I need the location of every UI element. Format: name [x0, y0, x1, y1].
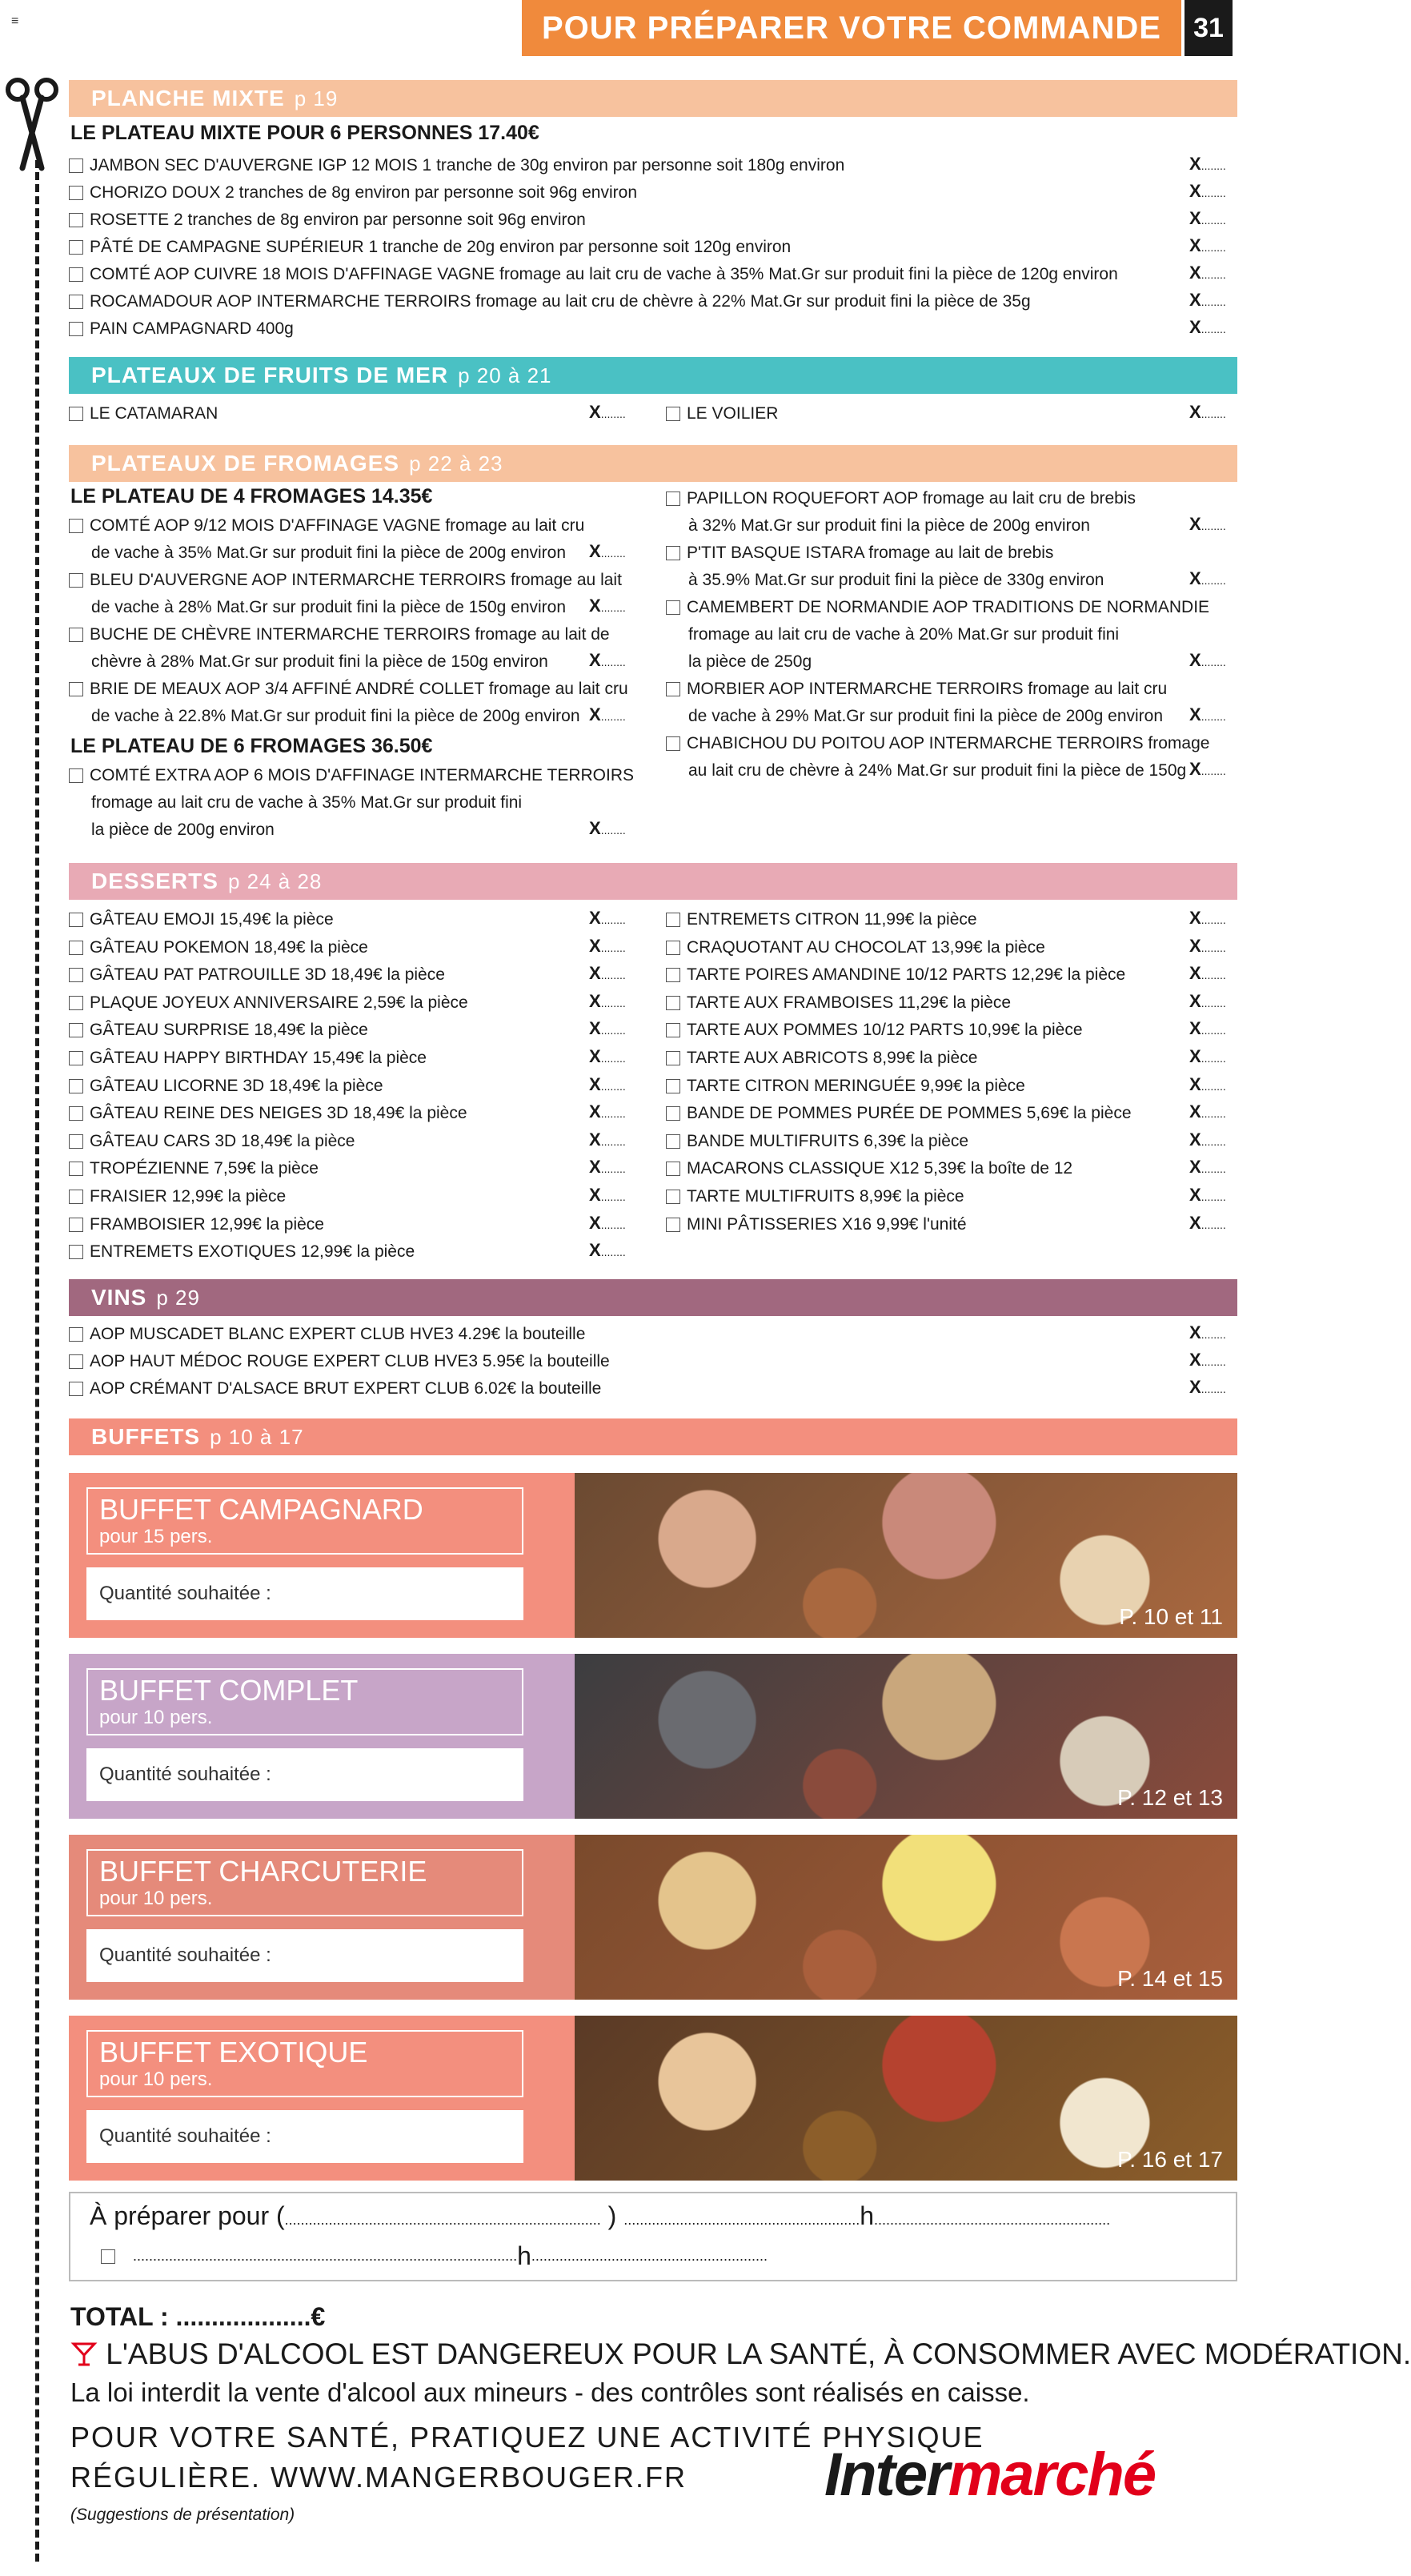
order-item[interactable]: [666, 989, 1011, 1017]
item-label: BANDE DE POMMES PURÉE DE POMMES 5,69€ la pièce: [687, 1104, 1132, 1123]
item-label: GÂTEAU EMOJI 15,49€ la pièce: [90, 910, 334, 929]
item-label: CRAQUOTANT AU CHOCOLAT 13,99€ la pièce: [687, 937, 1045, 957]
item-line: [69, 703, 628, 730]
order-item[interactable]: [666, 934, 1045, 961]
alcohol-warning-text: L'ABUS D'ALCOOL EST DANGEREUX POUR LA SANTÉ, À CONSOMMER AVEC MODÉRATION.: [106, 2337, 1411, 2370]
quantity-field[interactable]: X ........: [1189, 650, 1226, 671]
checkbox[interactable]: [69, 1023, 83, 1037]
checkbox[interactable]: [69, 1162, 83, 1176]
checkbox[interactable]: [666, 1162, 680, 1176]
item-text: au lait cru de chèvre à 24% Mat.Gr sur produit fini la pièce de 150g: [688, 761, 1187, 780]
item-line: [666, 730, 1209, 757]
checkbox[interactable]: [69, 628, 83, 642]
item-label: JAMBON SEC D'AUVERGNE IGP 12 MOIS 1 tranche de 30g environ par personne soit 180g environ: [90, 156, 845, 175]
item-label: FRAISIER 12,99€ la pièce: [90, 1187, 287, 1206]
prepare-name-field[interactable]: ...............................................................................: [284, 2212, 601, 2228]
section-pages: p 24 à 28: [227, 869, 323, 893]
order-item[interactable]: [69, 1211, 324, 1238]
item-line: [666, 648, 1209, 676]
order-item[interactable]: [69, 676, 628, 730]
item-line: [666, 567, 1104, 594]
order-item[interactable]: [69, 1375, 601, 1402]
order-item[interactable]: [666, 961, 1125, 989]
order-item[interactable]: [69, 234, 791, 261]
quantity-field[interactable]: X ........: [1189, 759, 1226, 780]
quantity-field[interactable]: X ........: [1189, 963, 1226, 984]
buffet-name: BUFFET COMPLET: [99, 1674, 359, 1707]
item-line: [666, 512, 1136, 540]
item-line: [69, 789, 634, 817]
buffet-title-box: [86, 1668, 523, 1735]
checkbox[interactable]: [69, 519, 83, 533]
order-item[interactable]: [69, 621, 610, 676]
buffet-photo: [575, 1835, 1237, 2000]
item-line: [666, 594, 1209, 621]
checkbox[interactable]: [666, 996, 680, 1010]
order-item[interactable]: [666, 1211, 967, 1238]
quantity-field[interactable]: X ........: [1189, 181, 1226, 202]
item-line: [69, 648, 610, 676]
buffet-persons: pour 15 pers.: [99, 1526, 213, 1547]
quantity-field[interactable]: X ........: [589, 963, 626, 984]
section-pages: p 10 à 17: [210, 1424, 304, 1449]
item-line: [666, 621, 1209, 648]
item-label: GÂTEAU HAPPY BIRTHDAY 15,49€ la pièce: [90, 1049, 427, 1067]
section-desserts: [69, 863, 1237, 900]
item-label: AOP MUSCADET BLANC EXPERT CLUB HVE3 4.29€ la bouteille: [90, 1325, 586, 1343]
checkbox[interactable]: [69, 996, 83, 1010]
checkbox[interactable]: [69, 1106, 83, 1121]
item-text: BUCHE DE CHÈVRE INTERMARCHE TERROIRS fromage au lait de: [90, 625, 610, 644]
checkbox[interactable]: [666, 913, 680, 927]
section-planche-mixte: [69, 80, 1237, 117]
section-title: VINS: [91, 1285, 147, 1310]
item-label: GÂTEAU SURPRISE 18,49€ la pièce: [90, 1021, 368, 1040]
checkbox[interactable]: [69, 968, 83, 982]
item-text: PAPILLON ROQUEFORT AOP fromage au lait cru de brebis: [687, 489, 1136, 508]
order-item[interactable]: [666, 676, 1167, 730]
checkbox[interactable]: [69, 1354, 83, 1369]
buffet-name: BUFFET CAMPAGNARD: [99, 1493, 423, 1526]
buffet-quantity-input[interactable]: Quantité souhaitée :: [86, 1567, 523, 1620]
order-item[interactable]: [69, 1321, 585, 1348]
item-text: BLEU D'AUVERGNE AOP INTERMARCHE TERROIRS fromage au lait: [90, 571, 622, 589]
checkbox[interactable]: [666, 1134, 680, 1149]
quantity-field[interactable]: X ........: [1189, 1157, 1226, 1178]
buffet-persons: pour 10 pers.: [99, 1888, 213, 1909]
order-item[interactable]: [666, 1128, 968, 1155]
quantity-field[interactable]: X ........: [589, 1185, 626, 1206]
quantity-field[interactable]: X ........: [589, 936, 626, 957]
page-number: 31: [1185, 0, 1233, 56]
quantity-field[interactable]: X ........: [589, 1240, 626, 1261]
item-label: PAIN CAMPAGNARD 400g: [90, 319, 294, 338]
checkbox[interactable]: [69, 158, 83, 173]
quantity-field[interactable]: X ........: [1189, 1018, 1226, 1039]
quantity-field[interactable]: X ........: [1189, 290, 1226, 311]
order-item[interactable]: [69, 512, 584, 567]
order-item[interactable]: [666, 906, 977, 933]
logo-part2: marché: [948, 2441, 1156, 2509]
quantity-field[interactable]: X ........: [589, 704, 626, 725]
buffet-persons: pour 10 pers.: [99, 2068, 213, 2090]
order-item[interactable]: [69, 989, 468, 1017]
item-line: [69, 540, 584, 567]
checkbox[interactable]: [666, 736, 680, 751]
checkbox[interactable]: [666, 968, 680, 982]
quantity-field[interactable]: X ........: [589, 1130, 626, 1150]
section-pages: p 29: [156, 1285, 200, 1310]
quantity-field[interactable]: X ........: [589, 1101, 626, 1122]
prepare-hour-field-2[interactable]: ...........................................................: [531, 2248, 768, 2264]
item-label: AOP CRÉMANT D'ALSACE BRUT EXPERT CLUB 6.02€ la bouteille: [90, 1379, 602, 1398]
order-item[interactable]: [666, 1073, 1025, 1100]
fromages-subtitle-6: LE PLATEAU DE 6 FROMAGES 36.50€: [70, 735, 433, 757]
quantity-field[interactable]: X ........: [589, 596, 626, 616]
section-title: DESSERTS: [91, 869, 218, 893]
checkbox[interactable]: [666, 682, 680, 696]
law-warning: La loi interdit la vente d'alcool aux mineurs - des contrôles sont réalisés en caisse.: [70, 2377, 1030, 2407]
health-message-line1: POUR VOTRE SANTÉ, PRATIQUEZ UNE ACTIVITÉ PHYSIQUE: [70, 2421, 984, 2454]
order-item[interactable]: [69, 1017, 368, 1044]
checkbox[interactable]: [69, 322, 83, 336]
buffet-card: [69, 2016, 1237, 2181]
item-text: COMTÉ AOP 9/12 MOIS D'AFFINAGE VAGNE fromage au lait cru: [90, 516, 585, 535]
section-pages: p 19: [294, 86, 339, 110]
page-title: POUR PRÉPARER VOTRE COMMANDE: [522, 0, 1181, 56]
item-label: TARTE AUX FRAMBOISES 11,29€ la pièce: [687, 993, 1011, 1012]
buffet-quantity-input[interactable]: Quantité souhaitée :: [86, 2110, 523, 2163]
order-item[interactable]: [69, 1128, 355, 1155]
item-label: TARTE AUX ABRICOTS 8,99€ la pièce: [687, 1049, 978, 1067]
intermarche-logo: [824, 2440, 1155, 2510]
checkbox[interactable]: [69, 1190, 83, 1204]
item-label: MINI PÂTISSERIES X16 9,99€ l'unité: [687, 1214, 967, 1234]
cut-line: [35, 160, 39, 2562]
item-label: TARTE AUX POMMES 10/12 PARTS 10,99€ la pièce: [687, 1021, 1083, 1040]
checkbox[interactable]: [69, 1218, 83, 1232]
order-item[interactable]: [69, 261, 1118, 288]
item-label: MACARONS CLASSIQUE X12 5,39€ la boîte de 12: [687, 1159, 1073, 1178]
item-label: LE CATAMARAN: [90, 404, 218, 423]
item-label: GÂTEAU LICORNE 3D 18,49€ la pièce: [90, 1076, 383, 1095]
page-reference: P. 10 et 11: [1119, 1604, 1223, 1629]
checkbox[interactable]: [69, 1051, 83, 1065]
buffet-card: [69, 1473, 1237, 1638]
order-item[interactable]: [69, 762, 634, 844]
item-text: la pièce de 250g: [688, 652, 812, 671]
item-text: la pièce de 200g environ: [91, 821, 275, 839]
order-item[interactable]: [69, 1238, 415, 1266]
quantity-field[interactable]: X ........: [589, 818, 626, 839]
item-text: chèvre à 28% Mat.Gr sur produit fini la pièce de 150g environ: [91, 652, 548, 671]
quantity-field[interactable]: X ........: [1189, 317, 1226, 338]
total-field[interactable]: TOTAL : ...................€: [70, 2302, 326, 2331]
order-item[interactable]: [69, 1183, 286, 1210]
order-item[interactable]: [69, 179, 637, 207]
item-text: de vache à 22.8% Mat.Gr sur produit fini la pièce de 200g environ: [91, 707, 580, 725]
quantity-field[interactable]: X ........: [589, 1018, 626, 1039]
order-item[interactable]: [69, 906, 334, 933]
order-item[interactable]: [69, 1073, 383, 1100]
checkbox[interactable]: [69, 941, 83, 955]
quantity-field[interactable]: X ........: [1189, 1213, 1226, 1234]
buffet-title-box: [86, 1487, 523, 1555]
prepare-close: ): [607, 2201, 617, 2230]
checkbox[interactable]: [666, 600, 680, 615]
checkbox[interactable]: [69, 1245, 83, 1259]
order-item[interactable]: [666, 540, 1104, 594]
quantity-field[interactable]: X ........: [589, 1157, 626, 1178]
order-item[interactable]: [666, 1155, 1072, 1182]
quantity-field[interactable]: X ........: [1189, 208, 1226, 229]
order-item[interactable]: [69, 934, 368, 961]
checkbox[interactable]: [666, 1190, 680, 1204]
buffet-persons: pour 10 pers.: [99, 1707, 213, 1728]
item-label: GÂTEAU PAT PATROUILLE 3D 18,49€ la pièce: [90, 965, 445, 985]
checkbox[interactable]: [69, 186, 83, 200]
checkbox[interactable]: [666, 941, 680, 955]
item-line: [666, 540, 1104, 567]
prepare-hour-label: h: [860, 2201, 875, 2230]
checkbox[interactable]: [69, 1327, 83, 1342]
item-line: [69, 762, 634, 789]
item-label: COMTÉ AOP CUIVRE 18 MOIS D'AFFINAGE VAGNE fromage au lait cru de vache à 35% Mat.Gr sur produit fini la pièce de 120g environ: [90, 265, 1118, 283]
item-label: ENTREMETS CITRON 11,99€ la pièce: [687, 910, 977, 929]
checkbox[interactable]: [101, 2249, 115, 2264]
order-item[interactable]: [69, 400, 218, 427]
prepare-hour-field[interactable]: ...........................................................: [874, 2212, 1111, 2228]
quantity-field[interactable]: X ........: [1189, 936, 1226, 957]
item-line: [666, 703, 1167, 730]
item-text: de vache à 35% Mat.Gr sur produit fini la pièce de 200g environ: [91, 544, 567, 562]
buffet-quantity-input[interactable]: Quantité souhaitée :: [86, 1929, 523, 1982]
prepare-label: À préparer pour (: [90, 2201, 285, 2230]
logo-part1: Inter: [824, 2441, 948, 2509]
quantity-field[interactable]: X ........: [1189, 514, 1226, 535]
item-text: CHABICHOU DU POITOU AOP INTERMARCHE TERROIRS fromage: [687, 734, 1210, 752]
quantity-field[interactable]: X ........: [589, 1074, 626, 1095]
quantity-field[interactable]: X ........: [589, 402, 626, 423]
checkbox[interactable]: [666, 1079, 680, 1093]
checkbox[interactable]: [666, 1051, 680, 1065]
checkbox[interactable]: [69, 407, 83, 421]
checkbox[interactable]: [69, 240, 83, 255]
item-line: [69, 817, 634, 844]
buffet-card: [69, 1835, 1237, 2000]
buffet-photo: [575, 1654, 1237, 1819]
order-item[interactable]: [69, 288, 1031, 315]
quantity-field[interactable]: X ........: [1189, 1074, 1226, 1095]
order-item[interactable]: [69, 961, 445, 989]
item-label: GÂTEAU REINE DES NEIGES 3D 18,49€ la pièce: [90, 1104, 467, 1123]
buffet-photo: [575, 1473, 1237, 1638]
section-fromages: [69, 445, 1237, 482]
item-line: [69, 621, 610, 648]
item-text: fromage au lait cru de vache à 35% Mat.Gr sur produit fini: [91, 793, 523, 812]
quantity-field[interactable]: X ........: [1189, 1377, 1226, 1398]
order-item[interactable]: [666, 1183, 964, 1210]
order-item[interactable]: [666, 1017, 1083, 1044]
quantity-field[interactable]: X ........: [1189, 991, 1226, 1012]
quantity-field[interactable]: X ........: [1189, 1130, 1226, 1150]
fromages-subtitle-4: LE PLATEAU DE 4 FROMAGES 14.35€: [70, 485, 433, 508]
order-item[interactable]: [666, 1045, 977, 1072]
quantity-field[interactable]: X ........: [589, 541, 626, 562]
section-title: PLANCHE MIXTE: [91, 86, 285, 110]
item-label: CHORIZO DOUX 2 tranches de 8g environ par personne soit 96g environ: [90, 183, 638, 202]
checkbox[interactable]: [666, 407, 680, 421]
quantity-field[interactable]: X ........: [589, 991, 626, 1012]
item-text: à 32% Mat.Gr sur produit fini la pièce de 200g environ: [688, 516, 1090, 535]
page-reference: P. 16 et 17: [1117, 2147, 1223, 2172]
section-fruits-de-mer: [69, 357, 1237, 394]
section-pages: p 22 à 23: [409, 451, 503, 475]
order-item[interactable]: [666, 400, 778, 427]
prepare-field-2[interactable]: ................................................................................................: [133, 2248, 518, 2264]
item-label: TROPÉZIENNE 7,59€ la pièce: [90, 1159, 319, 1178]
quantity-field[interactable]: X ........: [589, 908, 626, 929]
prepare-hour-label: h: [517, 2241, 531, 2270]
buffet-name: BUFFET EXOTIQUE: [99, 2036, 368, 2068]
item-label: ROCAMADOUR AOP INTERMARCHE TERROIRS fromage au lait cru de chèvre à 22% Mat.Gr sur produit fini la pièce de 35g: [90, 292, 1031, 311]
item-line: [69, 676, 628, 703]
buffet-title-box: [86, 1849, 523, 1916]
prepare-date-field[interactable]: ...........................................................: [623, 2212, 860, 2228]
item-label: FRAMBOISIER 12,99€ la pièce: [90, 1214, 324, 1234]
quantity-field[interactable]: X ........: [1189, 704, 1226, 725]
checkbox[interactable]: [69, 1134, 83, 1149]
section-title: PLATEAUX DE FRUITS DE MER: [91, 363, 449, 387]
order-item[interactable]: [666, 485, 1136, 540]
item-label: TARTE CITRON MERINGUÉE 9,99€ la pièce: [687, 1076, 1025, 1095]
item-text: fromage au lait cru de vache à 20% Mat.Gr sur produit fini: [688, 625, 1120, 644]
item-line: [666, 676, 1167, 703]
corner-mark: ≡: [11, 14, 19, 28]
quantity-field[interactable]: X ........: [1189, 402, 1226, 423]
scissors-icon: [5, 74, 59, 170]
health-message-line2: RÉGULIÈRE. WWW.MANGERBOUGER.FR: [70, 2461, 687, 2494]
quantity-field[interactable]: X ........: [589, 650, 626, 671]
quantity-field[interactable]: X ........: [1189, 1101, 1226, 1122]
section-pages: p 20 à 21: [458, 363, 552, 387]
item-label: TARTE MULTIFRUITS 8,99€ la pièce: [687, 1187, 964, 1206]
quantity-field[interactable]: X ........: [1189, 1322, 1226, 1343]
item-line: [69, 594, 622, 621]
order-item[interactable]: [69, 567, 622, 621]
quantity-field[interactable]: X ........: [589, 1046, 626, 1067]
alcohol-warning: [70, 2337, 1411, 2371]
buffet-photo: [575, 2016, 1237, 2181]
order-item[interactable]: [69, 152, 844, 179]
order-item[interactable]: [69, 1045, 427, 1072]
item-text: BRIE DE MEAUX AOP 3/4 AFFINÉ ANDRÉ COLLET fromage au lait cru: [90, 680, 628, 698]
checkbox[interactable]: [666, 546, 680, 560]
checkbox[interactable]: [666, 1023, 680, 1037]
checkbox[interactable]: [69, 573, 83, 588]
checkbox[interactable]: [69, 1382, 83, 1396]
item-label: AOP HAUT MÉDOC ROUGE EXPERT CLUB HVE3 5.95€ la bouteille: [90, 1352, 610, 1370]
prepare-line-2[interactable]: [101, 2241, 768, 2271]
checkbox[interactable]: [666, 1218, 680, 1232]
section-buffets: [69, 1418, 1237, 1455]
buffet-name: BUFFET CHARCUTERIE: [99, 1855, 427, 1888]
order-item[interactable]: [69, 207, 586, 234]
order-item[interactable]: [666, 594, 1209, 676]
cocktail-icon: [70, 2340, 98, 2367]
buffet-card: [69, 1654, 1237, 1819]
buffet-title-box: [86, 2030, 523, 2097]
item-line: [666, 757, 1209, 784]
page-reference: P. 12 et 13: [1117, 1785, 1223, 1810]
section-title: PLATEAUX DE FROMAGES: [91, 451, 400, 475]
page-reference: P. 14 et 15: [1117, 1966, 1223, 1991]
suggestion-note: (Suggestions de présentation): [70, 2506, 295, 2524]
order-item[interactable]: [69, 315, 294, 343]
quantity-field[interactable]: X ........: [1189, 154, 1226, 175]
item-label: BANDE MULTIFRUITS 6,39€ la pièce: [687, 1131, 969, 1150]
order-item[interactable]: [69, 1155, 319, 1182]
item-label: LE VOILIER: [687, 404, 779, 423]
checkbox[interactable]: [69, 682, 83, 696]
item-label: GÂTEAU POKEMON 18,49€ la pièce: [90, 937, 368, 957]
item-label: GÂTEAU CARS 3D 18,49€ la pièce: [90, 1131, 355, 1150]
checkbox[interactable]: [666, 1106, 680, 1121]
order-item[interactable]: [666, 730, 1209, 784]
order-item[interactable]: [69, 1100, 467, 1127]
checkbox[interactable]: [69, 913, 83, 927]
prepare-line[interactable]: [90, 2201, 1110, 2231]
quantity-field[interactable]: X ........: [1189, 1350, 1226, 1370]
quantity-field[interactable]: X ........: [1189, 263, 1226, 283]
order-item[interactable]: [666, 1100, 1132, 1127]
quantity-field[interactable]: X ........: [1189, 568, 1226, 589]
item-text: à 35.9% Mat.Gr sur produit fini la pièce de 330g environ: [688, 571, 1104, 589]
item-line: [69, 567, 622, 594]
checkbox[interactable]: [69, 768, 83, 783]
checkbox[interactable]: [69, 1079, 83, 1093]
section-vins: [69, 1279, 1237, 1316]
order-item[interactable]: [69, 1348, 610, 1375]
quantity-field[interactable]: X ........: [1189, 1185, 1226, 1206]
checkbox[interactable]: [69, 267, 83, 282]
item-text: MORBIER AOP INTERMARCHE TERROIRS fromage au lait cru: [687, 680, 1168, 698]
checkbox[interactable]: [69, 295, 83, 309]
item-label: PLAQUE JOYEUX ANNIVERSAIRE 2,59€ la pièce: [90, 993, 468, 1012]
item-text: COMTÉ EXTRA AOP 6 MOIS D'AFFINAGE INTERMARCHE TERROIRS: [90, 766, 634, 784]
item-text: P'TIT BASQUE ISTARA fromage au lait de brebis: [687, 544, 1054, 562]
quantity-field[interactable]: X ........: [1189, 1046, 1226, 1067]
item-text: de vache à 29% Mat.Gr sur produit fini la pièce de 200g environ: [688, 707, 1164, 725]
item-line: [69, 512, 584, 540]
quantity-field[interactable]: X ........: [1189, 235, 1226, 256]
section-title: BUFFETS: [91, 1424, 201, 1449]
item-label: TARTE POIRES AMANDINE 10/12 PARTS 12,29€ la pièce: [687, 965, 1126, 985]
item-label: PÂTÉ DE CAMPAGNE SUPÉRIEUR 1 tranche de 20g environ par personne soit 120g environ: [90, 238, 792, 256]
item-line: [666, 485, 1136, 512]
item-text: CAMEMBERT DE NORMANDIE AOP TRADITIONS DE NORMANDIE: [687, 598, 1210, 616]
buffet-quantity-input[interactable]: Quantité souhaitée :: [86, 1748, 523, 1801]
item-label: ROSETTE 2 tranches de 8g environ par personne soit 96g environ: [90, 211, 586, 229]
checkbox[interactable]: [69, 213, 83, 227]
checkbox[interactable]: [666, 492, 680, 506]
planche-subtitle: LE PLATEAU MIXTE POUR 6 PERSONNES 17.40€: [70, 122, 539, 144]
item-text: de vache à 28% Mat.Gr sur produit fini la pièce de 150g environ: [91, 598, 567, 616]
quantity-field[interactable]: X ........: [1189, 908, 1226, 929]
quantity-field[interactable]: X ........: [589, 1213, 626, 1234]
item-label: ENTREMETS EXOTIQUES 12,99€ la pièce: [90, 1242, 415, 1262]
